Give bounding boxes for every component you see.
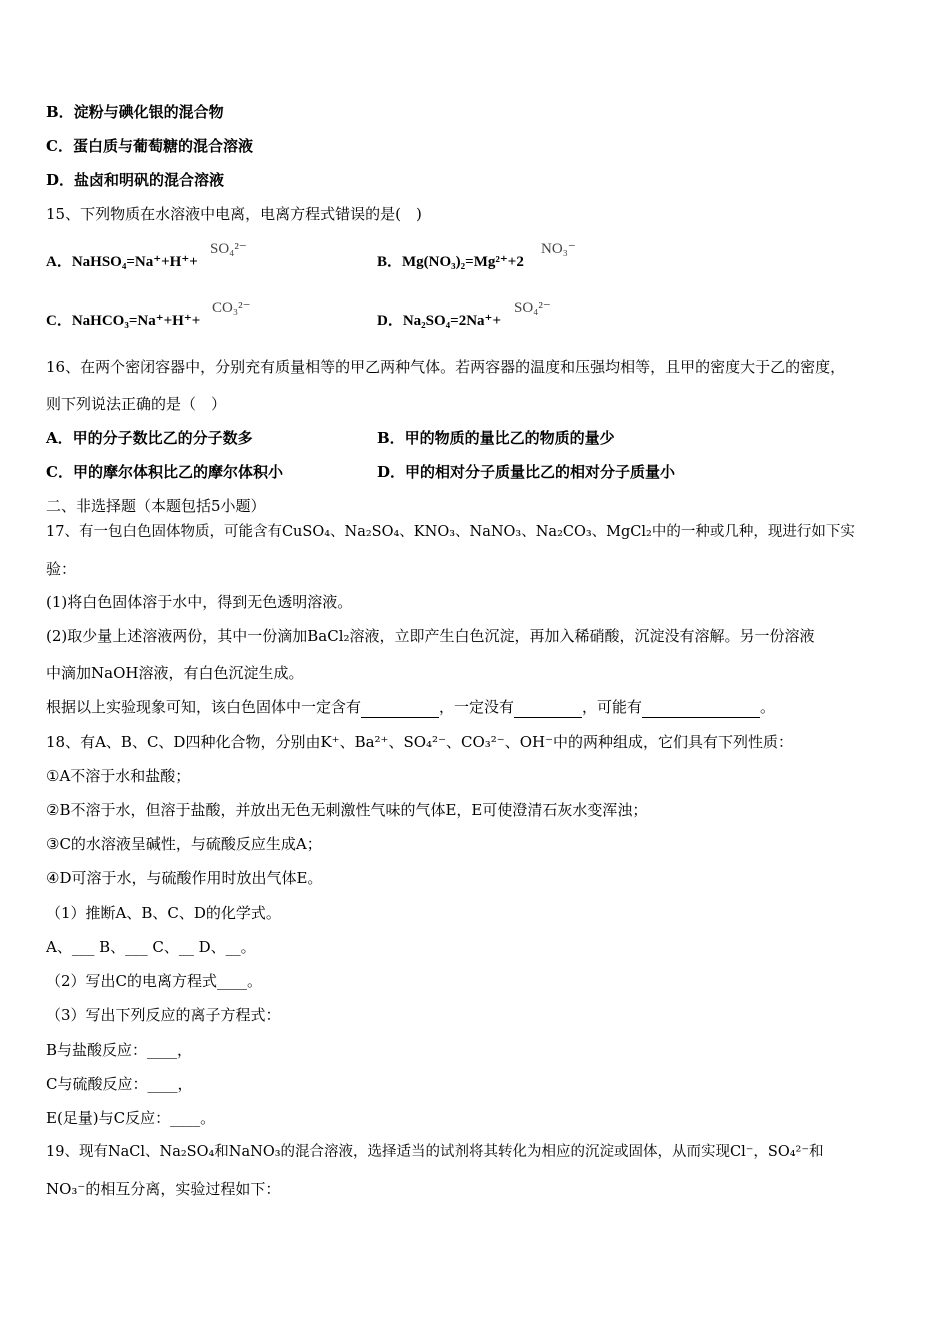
q17-conclusion bbox=[46, 697, 775, 718]
q18-stem: 18、有A、B、C、D四种化合物，分别由K⁺、Ba²⁺、SO₄²⁻、CO₃²⁻、OH⁻中的两种组成，它们具有下列性质： bbox=[46, 733, 794, 751]
q17-blank-certain[interactable] bbox=[361, 697, 439, 718]
q17-step2-line1: (2)取少量上述溶液两份，其中一份滴加BaCl₂溶液，立即产生白色沉淀，再加入稀硝酸，沉淀没有溶解。另一份溶液 bbox=[46, 627, 815, 645]
section-heading: 二、非选择题（本题包括5小题） bbox=[46, 497, 266, 515]
q14-option-d: D．盐卤和明矾的混合溶液 bbox=[46, 171, 225, 189]
q16-option-d: D．甲的相对分子质量比乙的相对分子质量小 bbox=[377, 463, 676, 481]
q18-property-3: ③C的水溶液呈碱性，与硫酸反应生成A； bbox=[46, 835, 322, 853]
q17-conclusion-text-c: ，可能有 bbox=[582, 698, 643, 716]
q17-step2-line2: 中滴加NaOH溶液，有白色沉淀生成。 bbox=[46, 664, 304, 682]
q18-reaction-3[interactable]: E(足量)与C反应：____。 bbox=[46, 1109, 216, 1127]
q16-stem-line2: 则下列说法正确的是（ ） bbox=[46, 395, 227, 413]
q14-option-b: B．淀粉与碘化银的混合物 bbox=[46, 103, 224, 121]
q15-option-b: B．Mg(NO₃)₂=Mg²⁺+2 bbox=[377, 254, 524, 270]
q16-option-a: A．甲的分子数比乙的分子数多 bbox=[46, 429, 253, 447]
q18-property-1: ①A不溶于水和盐酸； bbox=[46, 767, 191, 785]
q17-stem-line2: 验： bbox=[46, 560, 77, 578]
q17-step1: (1)将白色固体溶于水中，得到无色透明溶液。 bbox=[46, 593, 353, 611]
q18-sub1: （1）推断A、B、C、D的化学式。 bbox=[46, 904, 281, 922]
q19-stem-line1: 19、现有NaCl、Na₂SO₄和NaNO₃的混合溶液，选择适当的试剂将其转化为相应的沉淀或固体，从而实现Cl⁻，SO₄²⁻和 bbox=[46, 1144, 824, 1160]
q16-stem-line1: 16、在两个密闭容器中，分别充有质量相等的甲乙两种气体。若两容器的温度和压强均相等，且甲的密度大于乙的密度， bbox=[46, 358, 846, 376]
q19-stem-line2: NO₃⁻的相互分离，实验过程如下： bbox=[46, 1180, 281, 1198]
q17-stem-line1: 17、有一包白色固体物质，可能含有CuSO₄、Na₂SO₄、KNO₃、NaNO₃、Na₂CO₃、MgCl₂中的一种或几种，现进行如下实 bbox=[46, 524, 855, 540]
q15-option-d-ion: SO₄²⁻ bbox=[514, 300, 551, 316]
q18-property-4: ④D可溶于水，与硫酸作用时放出气体E。 bbox=[46, 869, 323, 887]
q15-option-c: C．NaHCO₃=Na⁺+H⁺+ bbox=[46, 313, 201, 329]
q18-property-2: ②B不溶于水，但溶于盐酸，并放出无色无刺激性气味的气体E，E可使澄清石灰水变浑浊； bbox=[46, 801, 648, 819]
q17-blank-possible[interactable] bbox=[642, 697, 760, 718]
q17-conclusion-text-a: 根据以上实验现象可知，该白色固体中一定含有 bbox=[46, 698, 362, 716]
q15-option-d: D．Na₂SO₄=2Na⁺+ bbox=[377, 313, 502, 329]
q14-option-c: C．蛋白质与葡萄糖的混合溶液 bbox=[46, 137, 253, 155]
q18-reaction-1[interactable]: B与盐酸反应：____， bbox=[46, 1041, 193, 1059]
q18-sub2[interactable]: （2）写出C的电离方程式____。 bbox=[46, 972, 263, 990]
q15-stem: 15、下列物质在水溶液中电离，电离方程式错误的是( ) bbox=[46, 205, 422, 223]
q18-answer-line[interactable]: A、___ B、___ C、__ D、__。 bbox=[46, 938, 256, 956]
q17-conclusion-text-b: ，一定没有 bbox=[439, 698, 515, 716]
q16-option-c: C．甲的摩尔体积比乙的摩尔体积小 bbox=[46, 463, 283, 481]
q17-blank-absent[interactable] bbox=[514, 697, 582, 718]
q15-option-a: A．NaHSO₄=Na⁺+H⁺+ bbox=[46, 254, 198, 270]
q15-option-a-ion: SO₄²⁻ bbox=[210, 241, 247, 257]
q18-sub3: （3）写出下列反应的离子方程式： bbox=[46, 1006, 281, 1024]
q17-conclusion-text-d: 。 bbox=[760, 698, 776, 716]
q18-reaction-2[interactable]: C与硫酸反应：____， bbox=[46, 1075, 193, 1093]
q16-option-b: B．甲的物质的量比乙的物质的量少 bbox=[377, 429, 615, 447]
q15-option-b-ion: NO₃⁻ bbox=[541, 241, 576, 257]
q15-option-c-ion: CO₃²⁻ bbox=[212, 300, 251, 316]
